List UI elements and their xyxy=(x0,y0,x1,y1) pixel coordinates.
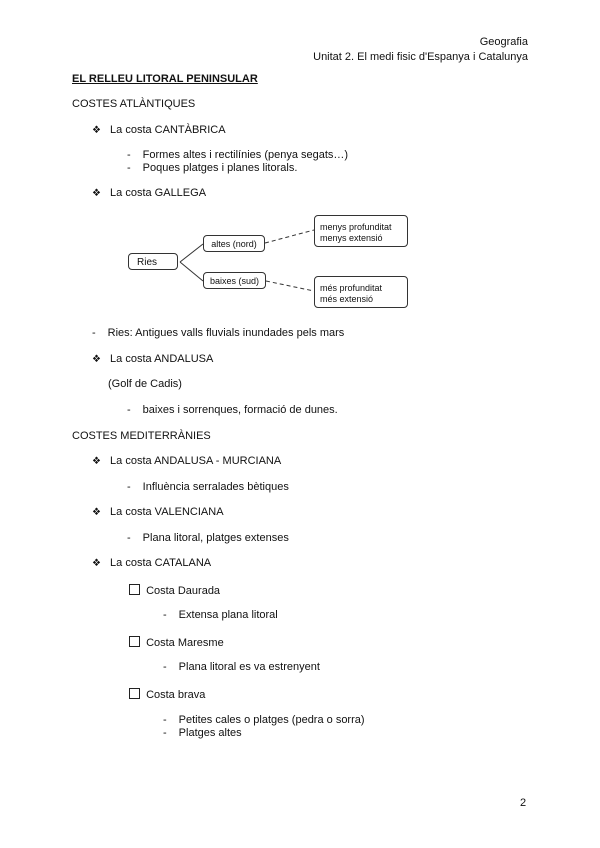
header-subject: Geografia xyxy=(479,36,528,48)
dash-item: - baixes i sorrenques, formació de dunes. xyxy=(127,404,338,416)
cantabrica-label: La costa CANTÀBRICA xyxy=(110,124,226,136)
north-result-box: menys profunditat menys extensió xyxy=(314,215,408,247)
checkbox-square-icon xyxy=(129,688,140,699)
section-heading-mediterranean: COSTES MEDITERRÀNIES xyxy=(72,430,211,442)
altes-box: altes (nord) xyxy=(203,235,265,252)
page-number: 2 xyxy=(520,797,527,809)
diamond-bullet-icon: ❖ xyxy=(92,507,101,518)
diamond-bullet-icon: ❖ xyxy=(92,558,101,569)
dash-item: - Poques platges i planes litorals. xyxy=(127,162,298,174)
gallega-label: La costa GALLEGA xyxy=(110,187,207,199)
list-item-catalana: ❖ La costa CATALANA xyxy=(92,557,212,569)
section-heading-atlantic: COSTES ATLÀNTIQUES xyxy=(72,98,196,110)
list-item-andalusa-murciana: ❖ La costa ANDALUSA - MURCIANA xyxy=(92,455,282,467)
header-unit: Unitat 2. El medi fisic d'Espanya i Catalunya xyxy=(313,51,528,63)
dash-item: - Plana litoral es va estrenyent xyxy=(163,661,320,673)
dash-item: - Plana litoral, platges extenses xyxy=(127,532,289,544)
south-result-box: més profunditat més extensió xyxy=(314,276,408,308)
andalusa-label: La costa ANDALUSA xyxy=(110,353,214,365)
list-item-costa-brava: Costa brava xyxy=(129,688,205,701)
dash-item: - Petites cales o platges (pedra o sorra) xyxy=(163,714,365,726)
checkbox-square-icon xyxy=(129,584,140,595)
checkbox-square-icon xyxy=(129,636,140,647)
diamond-bullet-icon: ❖ xyxy=(92,188,101,199)
list-item-andalusa xyxy=(92,353,213,365)
dash-item: - Extensa plana litoral xyxy=(163,609,278,621)
dash-item: - Influència serralades bètiques xyxy=(127,481,289,493)
list-item-costa-maresme: Costa Maresme xyxy=(129,636,224,649)
dash-item: - Formes altes i rectilínies (penya segats…) xyxy=(127,149,349,161)
list-item-costa-daurada: Costa Daurada xyxy=(129,584,220,597)
list-item-valenciana: ❖ La costa VALENCIANA xyxy=(92,506,224,518)
ries-definition: - Ries: Antigues valls fluvials inundades pels mars xyxy=(92,327,345,339)
baixes-box: baixes (sud) xyxy=(203,272,266,289)
diamond-bullet-icon: ❖ xyxy=(92,456,101,467)
andalusa-sub: (Golf de Cadis) xyxy=(108,378,182,390)
dash-item: - Platges altes xyxy=(163,727,242,739)
diamond-bullet-icon: ❖ xyxy=(92,354,101,365)
ries-box: Ries xyxy=(128,253,178,270)
page-title: EL RELLEU LITORAL PENINSULAR xyxy=(72,73,258,85)
diamond-bullet-icon: ❖ xyxy=(92,125,101,136)
